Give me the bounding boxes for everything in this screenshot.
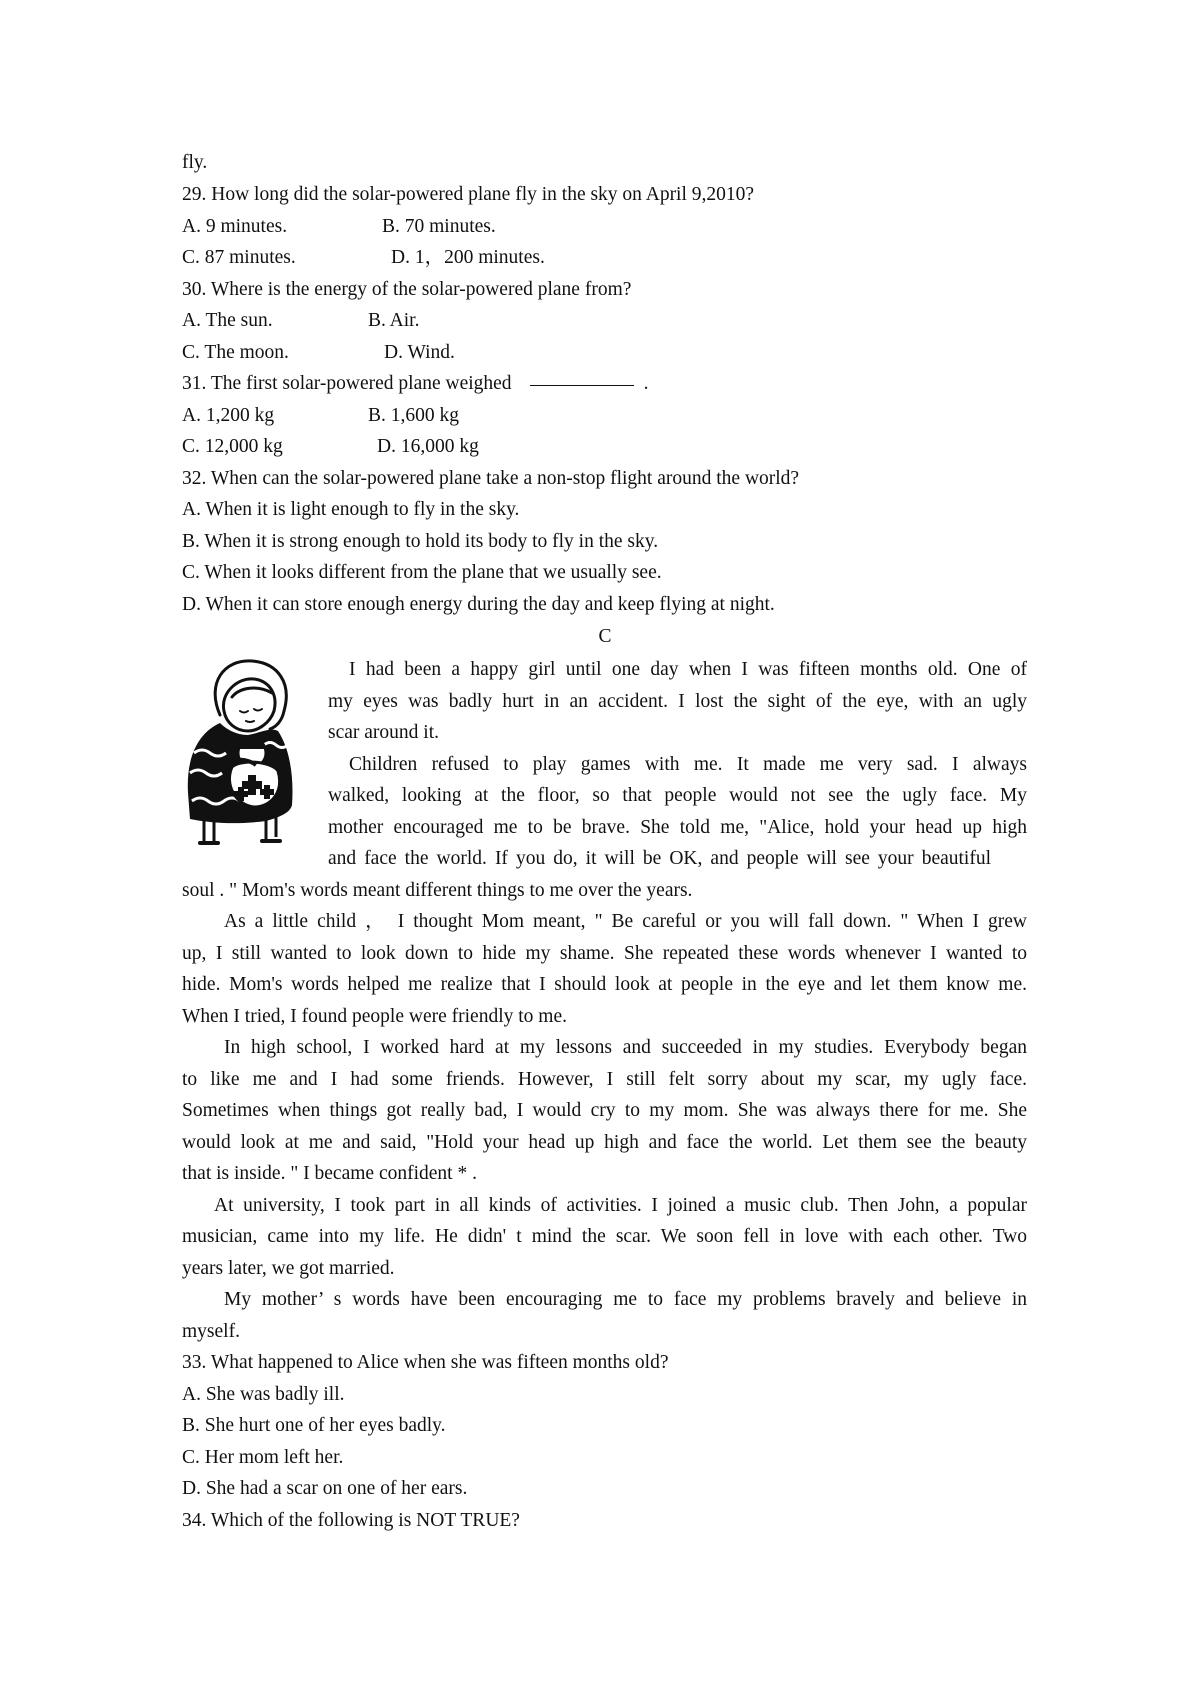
passage-line-7: and face the world. If you do, it will be OK, and people will see your beautiful: [328, 848, 991, 869]
passage-line-11: hide. Mom's words helped me realize that I should look at people in the eye and let them know me.: [182, 974, 1027, 995]
passage-line-5: walked, looking at the floor, so that people would not see the ugly face. My: [328, 785, 1027, 806]
question-30: 30. Where is the energy of the solar-powered plane from?: [182, 279, 632, 300]
q30-option-b: B. Air.: [368, 310, 420, 331]
passage-line-13: In high school, I worked hard at my lessons and succeeded in my studies. Everybody began: [224, 1037, 1027, 1058]
question-29: 29. How long did the solar-powered plane fly in the sky on April 9,2010?: [182, 184, 755, 205]
question-32: 32. When can the solar-powered plane take a non-stop flight around the world?: [182, 468, 800, 489]
q29-option-b: B. 70 minutes.: [382, 216, 496, 237]
q29-option-c: C. 87 minutes.: [182, 247, 296, 268]
q33-option-c: C. Her mom left her.: [182, 1447, 344, 1468]
girl-hugging-doll-illustration: [180, 653, 308, 849]
q33-option-a: A. She was badly ill.: [182, 1384, 345, 1405]
passage-line-22: myself.: [182, 1321, 240, 1342]
answer-blank: [530, 384, 634, 386]
q31-option-c: C. 12,000 kg: [182, 436, 283, 457]
passage-heading: C: [598, 626, 612, 647]
question-31: [182, 374, 648, 394]
passage-line-19: musician, came into my life. He didn' t mind the scar. We soon fell in love with each other. Two: [182, 1226, 1027, 1247]
q33-option-b: B. She hurt one of her eyes badly.: [182, 1415, 446, 1436]
q30-option-c: C. The moon.: [182, 342, 289, 363]
passage-line-1: I had been a happy girl until one day when I was fifteen months old. One of: [349, 659, 1027, 680]
passage-line-12: When I tried, I found people were friendly to me.: [182, 1006, 567, 1027]
passage-line-17: that is inside. " I became confident * .: [182, 1163, 477, 1184]
q31-stem: 31. The first solar-powered plane weighed: [182, 373, 512, 394]
q30-option-d: D. Wind.: [384, 342, 455, 363]
carry-over-text: fly.: [182, 152, 208, 173]
q32-option-c: C. When it looks different from the plane that we usually see.: [182, 562, 662, 583]
q33-option-d: D. She had a scar on one of her ears.: [182, 1478, 468, 1499]
q31-option-b: B. 1,600 kg: [368, 405, 460, 426]
passage-line-9: As a little child ， I thought Mom meant, " Be careful or you will fall down. " When I grew: [224, 911, 1027, 932]
passage-line-21: My mother’ s words have been encouraging me to face my problems bravely and believe in: [224, 1289, 1027, 1310]
q29-option-a: A. 9 minutes.: [182, 216, 288, 237]
passage-line-18: At university, I took part in all kinds of activities. I joined a music club. Then John, a popular: [214, 1195, 1027, 1216]
passage-line-20: years later, we got married.: [182, 1258, 395, 1279]
q32-option-b: B. When it is strong enough to hold its body to fly in the sky.: [182, 531, 659, 552]
q31-option-d: D. 16,000 kg: [377, 436, 479, 457]
q31-end: .: [643, 373, 649, 394]
passage-line-6: mother encouraged me to be brave. She told me, "Alice, hold your head up high: [328, 817, 1027, 838]
passage-line-15: Sometimes when things got really bad, I would cry to my mom. She was always there for me. She: [182, 1100, 1027, 1121]
q29-option-d: D. 1，200 minutes.: [391, 247, 545, 268]
question-34: 34. Which of the following is NOT TRUE?: [182, 1510, 520, 1531]
passage-line-2: my eyes was badly hurt in an accident. I lost the sight of the eye, with an ugly: [328, 691, 1027, 712]
passage-line-16: would look at me and said, "Hold your head up high and face the world. Let them see the beauty: [182, 1132, 1027, 1153]
q31-option-a: A. 1,200 kg: [182, 405, 275, 426]
q32-option-a: A. When it is light enough to fly in the sky.: [182, 499, 520, 520]
passage-line-3: scar around it.: [328, 722, 440, 743]
question-33: 33. What happened to Alice when she was fifteen months old?: [182, 1352, 669, 1373]
q32-option-d: D. When it can store enough energy during the day and keep flying at night.: [182, 594, 775, 615]
q30-option-a: A. The sun.: [182, 310, 273, 331]
passage-line-10: up, I still wanted to look down to hide my shame. She repeated these words whenever I wanted to: [182, 943, 1027, 964]
passage-line-14: to like me and I had some friends. However, I still felt sorry about my scar, my ugly face.: [182, 1069, 1027, 1090]
passage-line-8: soul . " Mom's words meant different things to me over the years.: [182, 880, 693, 901]
passage-line-4: Children refused to play games with me. It made me very sad. I always: [349, 754, 1027, 775]
